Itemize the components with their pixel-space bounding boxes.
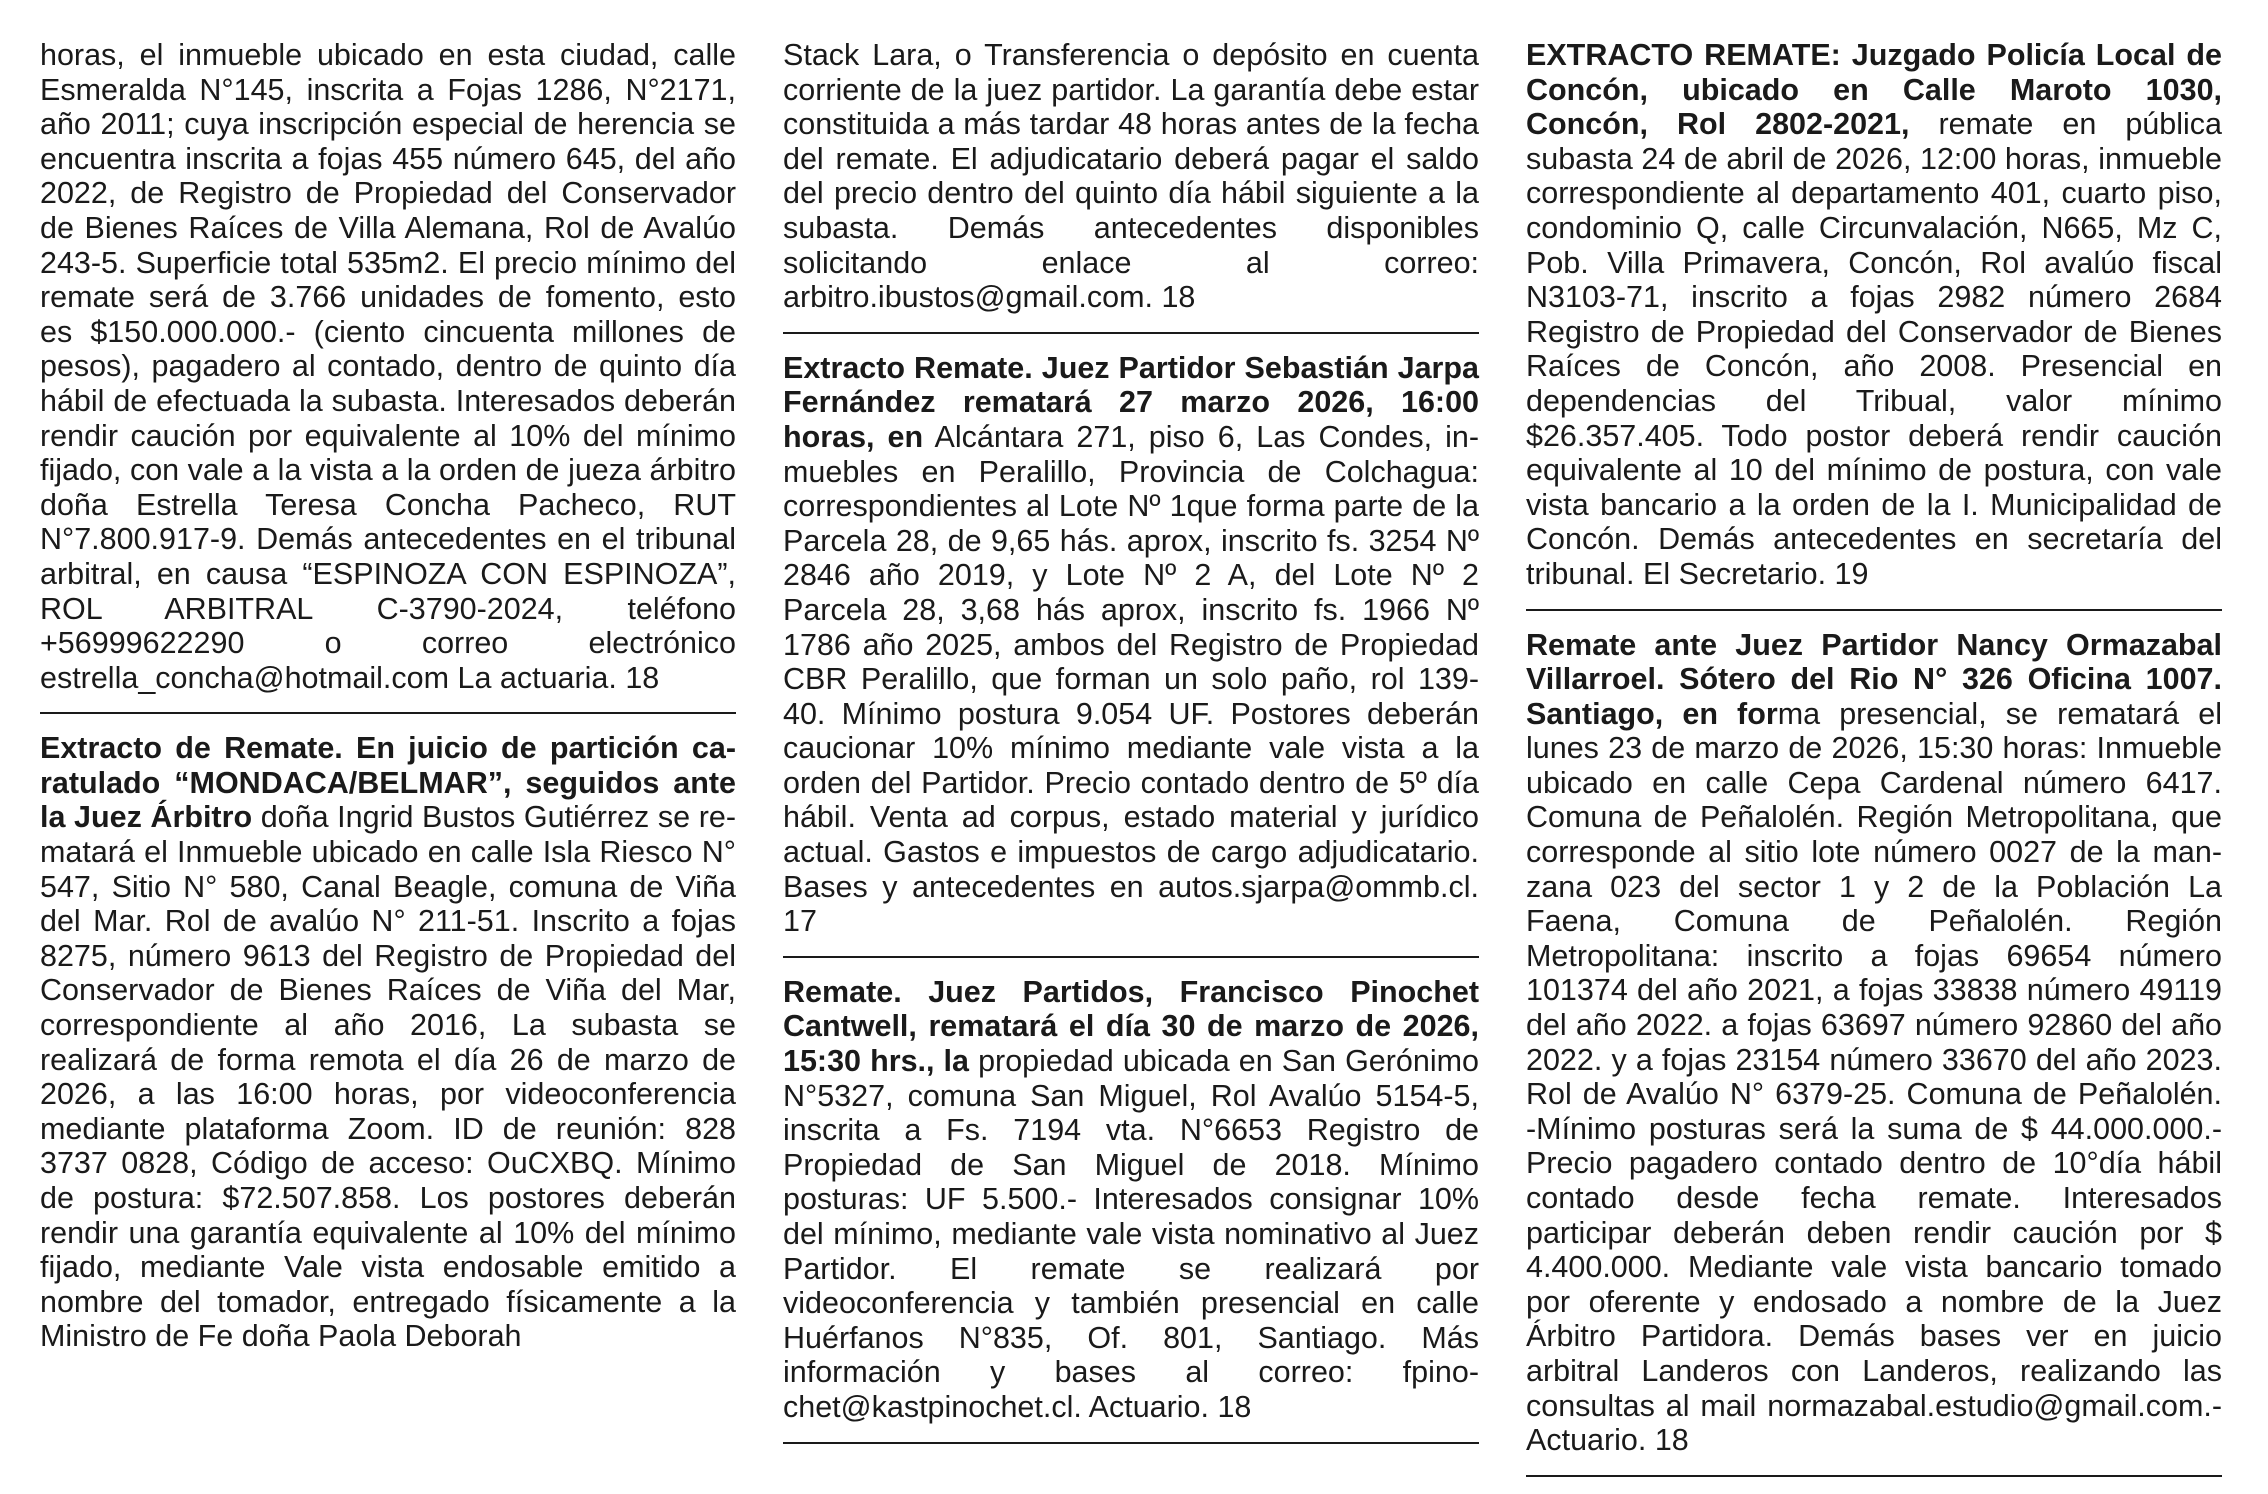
notice-body: remate en pública subasta 24 de abril de 2026, 12:00 horas, inmueble correspondiente al departamento 401, cuarto piso, condominio Q, calle Circunvalación, N665, Mz C, Pob. Villa Primavera, Concón, Rol avalúo fiscal N3103-71, inscrito a fojas 2982 número 2684 Registro de Propiedad del Conservador de Bienes Raíces de Concón, año 2008. Presencial en dependencias del Tribual, valor mínimo $26.357.405. Todo postor deberá rendir caución equivalente al 10 del mínimo de postura, con vale vista bancario a la orden de la I. Municipalidad de Concón. Demás antecedentes en secretaría del tribunal. El Secretario. 19: [1526, 107, 2222, 591]
separator-rule: [1526, 1475, 2222, 1477]
separator-rule: [40, 712, 736, 714]
notice-body: ma presencial, se rematará el lunes 23 de marzo de 2026, 15:30 horas: Inmueble ubicado en calle Cepa Cardenal número 6417. Comuna de Peñalolén. Región Metropolitana, que corresponde al sitio lote número 0027 de la manzana 023 del sector 1 y 2 de la Población La Faena, Comuna de Peñalolén. Región Metropolitana: inscrito a fojas 69654 número 101374 del año 2021, a fojas 33838 número 49119 del año 2022. a fojas 63697 número 92860 del año 2022. y a fojas 23154 número 33670 del año 2023. Rol de Avalúo N° 6379-25. Comuna de Peñalolén. -Mínimo posturas será la suma de $ 44.000.000.- Precio pagadero contado dentro de 10°día hábil contado desde fecha remate. Interesados participar deberán deben rendir caución por $ 4.400.000. Mediante vale vista bancario tomado por oferente y endosado a nombre de la Juez Árbitro Partidora. Demás bases ver en juicio arbitral Landeros con Landeros, realizando las consultas al mail normazabal.estudio@gmail.com.- Actuario. 18: [1526, 696, 2222, 1458]
auction-notice-jarpa: [783, 351, 1479, 939]
column-3: [1526, 38, 2222, 1494]
notice-heading: Remate ante Juez Partidor Nancy Ormazabal Villarroel. Sótero del Rio N° 326 Oficina 1007. Santiago, en for: [1526, 627, 2222, 731]
notice-heading: Extracto de Remate. En juicio de partición caratulado “MONDACA/BELMAR”, seguidos ante la Juez Árbitro: [40, 731, 736, 835]
notice-heading: Extracto Remate. Juez Partidor Sebastián Jarpa Fernández rematará 27 marzo 2026, 16:00 horas, en: [783, 350, 1479, 454]
notice-body: doña Ingrid Bustos Gutiérrez se rematará el Inmueble ubicado en calle Isla Riesco N° 547, Sitio N° 580, Canal Beagle, comuna de Viña del Mar. Rol de avalúo N° 211-51. Inscrito a fojas 8275, número 9613 del Registro de Propiedad del Conservador de Bienes Raíces de Viña del Mar, correspondiente al año 2016, La subasta se realizará de forma remota el día 26 de marzo de 2026, a las 16:00 horas, por videoconferencia mediante plataforma Zoom. ID de reunión: 828 3737 0828, Código de acceso: OuCXBQ. Mínimo de postura: $72.507.858. Los postores deberán rendir una garantía equivalente al 10% del mínimo fijado, mediante Vale vista endosable emitido a nombre del tomador, entregado físicamente a la Ministro de Fe doña Paola Deborah: [40, 800, 736, 1354]
auction-notice-mondaca-belmar: [40, 731, 736, 1354]
notice-heading: EXTRACTO REMATE: Juzgado Policía Local de Concón, ubicado en Calle Maroto 1030, Concón, Rol 2802-2021,: [1526, 38, 2222, 142]
notice-heading: Remate. Juez Partidos, Francisco Pinochet Cantwell, rematará el día 30 de marzo de 2026, 15:30 hrs., la: [783, 974, 1479, 1079]
auction-notice-pinochet: [783, 975, 1479, 1425]
notice-body: horas, el inmueble ubicado en esta ciudad, calle Esmeralda N°145, inscrita a Fojas 1286, N°2171, año 2011; cuya inscripción especial de herencia se encuentra inscrita a fojas 455 número 645, del año 2022, de Registro de Propiedad del Conservador de Bienes Raíces de Villa Alemana, Rol de Avalúo 243-5. Superficie total 535m2. El precio mínimo del remate será de 3.766 unidades de fomento, esto es $150.000.000.- (ciento cincuenta millones de pesos), pagadero al contado, dentro de quinto día hábil de efectuada la subasta. Interesados deberán rendir caución por equivalente al 10% del mínimo fijado, con vale a la vista a la orden de jueza árbitro doña Estrella Teresa Concha Pacheco, RUT N°7.800.917-9. Demás antecedentes en el tribunal arbitral, en causa “ESPINOZA CON ESPINOZA”, ROL ARBITRAL C-3790-2024, teléfono +56999622290 o correo electrónico estrella_concha@hotmail.com La actuaria. 18: [40, 38, 736, 695]
separator-rule: [783, 1442, 1479, 1444]
separator-rule: [783, 956, 1479, 958]
auction-notice-concon: [1526, 38, 2222, 592]
auction-notice-ormazabal: [1526, 628, 2222, 1458]
notice-body: Alcántara 271, piso 6, Las Condes, inmuebles en Peralillo, Provincia de Colchagua: correspondientes al Lote Nº 1que forma parte de la Parcela 28, de 9,65 hás. aprox, inscrito fs. 3254 Nº 2846 año 2019, y Lote Nº 2 A, del Lote Nº 2 Parcela 28, 3,68 hás aprox, inscrito fs. 1966 Nº 1786 año 2025, ambos del Registro de Propiedad CBR Peralillo, que forman un solo paño, rol 139-40. Mínimo postura 9.054 UF. Postores deberán caucionar 10% mínimo mediante vale vista a la orden del Partidor. Precio contado dentro de 5º día hábil. Venta ad corpus, estado material y jurídico actual. Gastos e impuestos de cargo adjudicatario. Bases y antecedentes en autos.sjarpa@ommb.cl. 17: [783, 419, 1479, 939]
notice-body: Stack Lara, o Transferencia o depósito en cuenta corriente de la juez partidor. La garantía debe estar constituida a más tardar 48 horas antes de la fecha del remate. El adjudicatario deberá pagar el saldo del precio dentro del quinto día hábil siguiente a la subasta. Demás antecedentes disponibles solicitando enlace al correo: arbitro.ibustos@gmail.com. 18: [783, 38, 1479, 315]
notice-body: propiedad ubicada en San Gerónimo N°5327, comuna San Miguel, Rol Avalúo 5154-5, inscrita a Fs. 7194 vta. N°6653 Registro de Propiedad de San Miguel de 2018. Mínimo posturas: UF 5.500.- Interesados consignar 10% del mínimo, mediante vale vista nominativo al Juez Partidor. El remate se realizará por videoconferencia y también presencial en calle Huérfanos N°835, Of. 801, Santiago. Más información y bases al correo: fpinochet@kastpinochet.cl. Actuario. 18: [783, 1044, 1479, 1424]
separator-rule: [1526, 609, 2222, 611]
column-1: [40, 38, 736, 1354]
separator-rule: [783, 332, 1479, 334]
auction-notice-mondaca-belmar-continued: [783, 38, 1479, 315]
auction-notice-esmeralda-continued: [40, 38, 736, 695]
column-2: [783, 38, 1479, 1461]
